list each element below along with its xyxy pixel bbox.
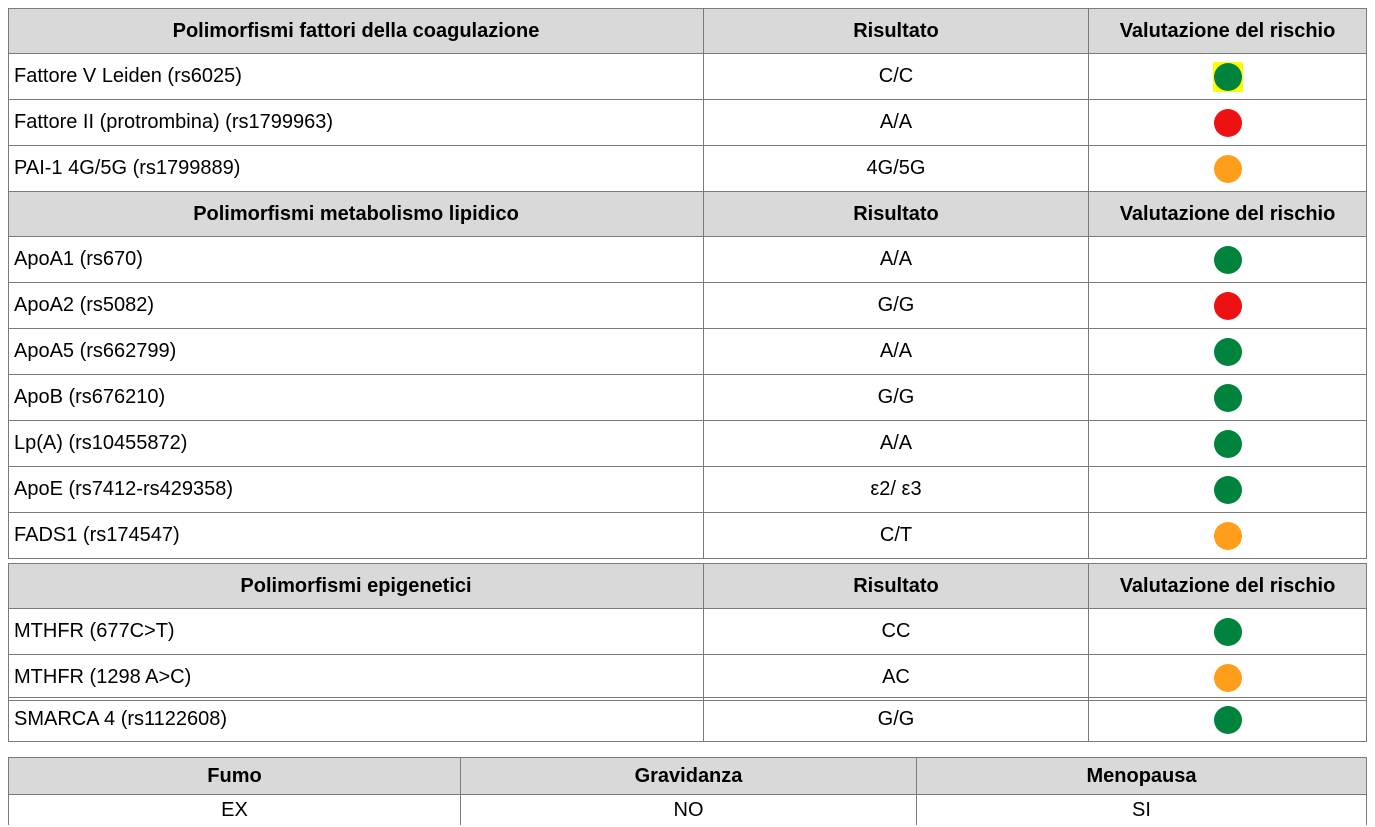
risk-header: Valutazione del rischio: [1089, 564, 1367, 609]
risk-cell: [1089, 609, 1367, 655]
lipid-title: Polimorfismi metabolismo lipidico: [9, 192, 704, 237]
risk-indicator-dot: [1214, 664, 1242, 692]
table-row: [9, 146, 1367, 192]
risk-cell: [1089, 237, 1367, 283]
table-row: [9, 609, 1367, 655]
polymorphism-name: ApoA5 (rs662799): [9, 329, 704, 375]
genotype-result: A/A: [704, 421, 1089, 467]
risk-indicator-dot: [1214, 292, 1242, 320]
table-row: [9, 375, 1367, 421]
table-row: [9, 513, 1367, 559]
result-header: Risultato: [704, 192, 1089, 237]
genotype-result: C/C: [704, 54, 1089, 100]
pregnancy-header: Gravidanza: [461, 758, 917, 795]
genotype-result: A/A: [704, 100, 1089, 146]
table-row: [9, 698, 1367, 742]
polymorphism-name: ApoA1 (rs670): [9, 237, 704, 283]
lifestyle-table: [8, 757, 1367, 825]
smoking-header: Fumo: [9, 758, 461, 795]
coagulation-table: [8, 8, 1367, 192]
genotype-result: G/G: [704, 283, 1089, 329]
risk-cell: [1089, 698, 1367, 742]
result-header: Risultato: [704, 564, 1089, 609]
risk-indicator-dot: [1214, 430, 1242, 458]
table-row: [9, 100, 1367, 146]
risk-header: Valutazione del rischio: [1089, 192, 1367, 237]
risk-cell: [1089, 513, 1367, 559]
polymorphism-name: ApoA2 (rs5082): [9, 283, 704, 329]
polymorphism-name: PAI-1 4G/5G (rs1799889): [9, 146, 704, 192]
genotype-result: C/T: [704, 513, 1089, 559]
highlight-mark: [1213, 62, 1243, 92]
epigenetic-extra-table: [8, 697, 1367, 742]
genotype-result: A/A: [704, 237, 1089, 283]
lifestyle-values-row: [9, 795, 1367, 826]
genotype-result: G/G: [704, 698, 1089, 742]
lipid-table: [8, 191, 1367, 559]
risk-indicator-dot: [1214, 476, 1242, 504]
risk-cell: [1089, 421, 1367, 467]
table-row: [9, 655, 1367, 701]
polymorphism-name: Fattore II (protrombina) (rs1799963): [9, 100, 704, 146]
polymorphism-name: MTHFR (1298 A>C): [9, 655, 704, 701]
risk-indicator-dot: [1214, 63, 1242, 91]
risk-cell: [1089, 655, 1367, 701]
risk-indicator-dot: [1214, 109, 1242, 137]
table-row: [9, 283, 1367, 329]
risk-cell: [1089, 100, 1367, 146]
table-row: [9, 421, 1367, 467]
epigenetic-header-row: [9, 564, 1367, 609]
smoking-value: EX: [9, 795, 461, 826]
risk-cell: [1089, 329, 1367, 375]
table-row: [9, 329, 1367, 375]
coagulation-header-row: [9, 9, 1367, 54]
genotype-result: ε2/ ε3: [704, 467, 1089, 513]
polymorphism-name: FADS1 (rs174547): [9, 513, 704, 559]
lifestyle-header-row: [9, 758, 1367, 795]
risk-indicator-dot: [1214, 618, 1242, 646]
risk-cell: [1089, 283, 1367, 329]
result-header: Risultato: [704, 9, 1089, 54]
polymorphism-name: ApoB (rs676210): [9, 375, 704, 421]
risk-cell: [1089, 54, 1367, 100]
risk-cell: [1089, 467, 1367, 513]
polymorphism-name: SMARCA 4 (rs1122608): [9, 698, 704, 742]
table-row: [9, 237, 1367, 283]
polymorphism-name: ApoE (rs7412-rs429358): [9, 467, 704, 513]
polymorphism-name: MTHFR (677C>T): [9, 609, 704, 655]
risk-indicator-dot: [1214, 522, 1242, 550]
pregnancy-value: NO: [461, 795, 917, 826]
risk-indicator-dot: [1214, 706, 1242, 734]
risk-cell: [1089, 375, 1367, 421]
polymorphism-name: Lp(A) (rs10455872): [9, 421, 704, 467]
polymorphism-name: Fattore V Leiden (rs6025): [9, 54, 704, 100]
table-row: [9, 54, 1367, 100]
risk-indicator-dot: [1214, 246, 1242, 274]
genotype-result: CC: [704, 609, 1089, 655]
genotype-result: 4G/5G: [704, 146, 1089, 192]
coagulation-title: Polimorfismi fattori della coagulazione: [9, 9, 704, 54]
risk-header: Valutazione del rischio: [1089, 9, 1367, 54]
genotype-result: AC: [704, 655, 1089, 701]
table-row: [9, 467, 1367, 513]
risk-indicator-dot: [1214, 384, 1242, 412]
risk-cell: [1089, 146, 1367, 192]
menopause-value: SI: [917, 795, 1367, 826]
risk-indicator-dot: [1214, 155, 1242, 183]
genotype-result: G/G: [704, 375, 1089, 421]
risk-indicator-dot: [1214, 338, 1242, 366]
menopause-header: Menopausa: [917, 758, 1367, 795]
genotype-result: A/A: [704, 329, 1089, 375]
epigenetic-title: Polimorfismi epigenetici: [9, 564, 704, 609]
epigenetic-table: [8, 563, 1367, 701]
lipid-header-row: [9, 192, 1367, 237]
